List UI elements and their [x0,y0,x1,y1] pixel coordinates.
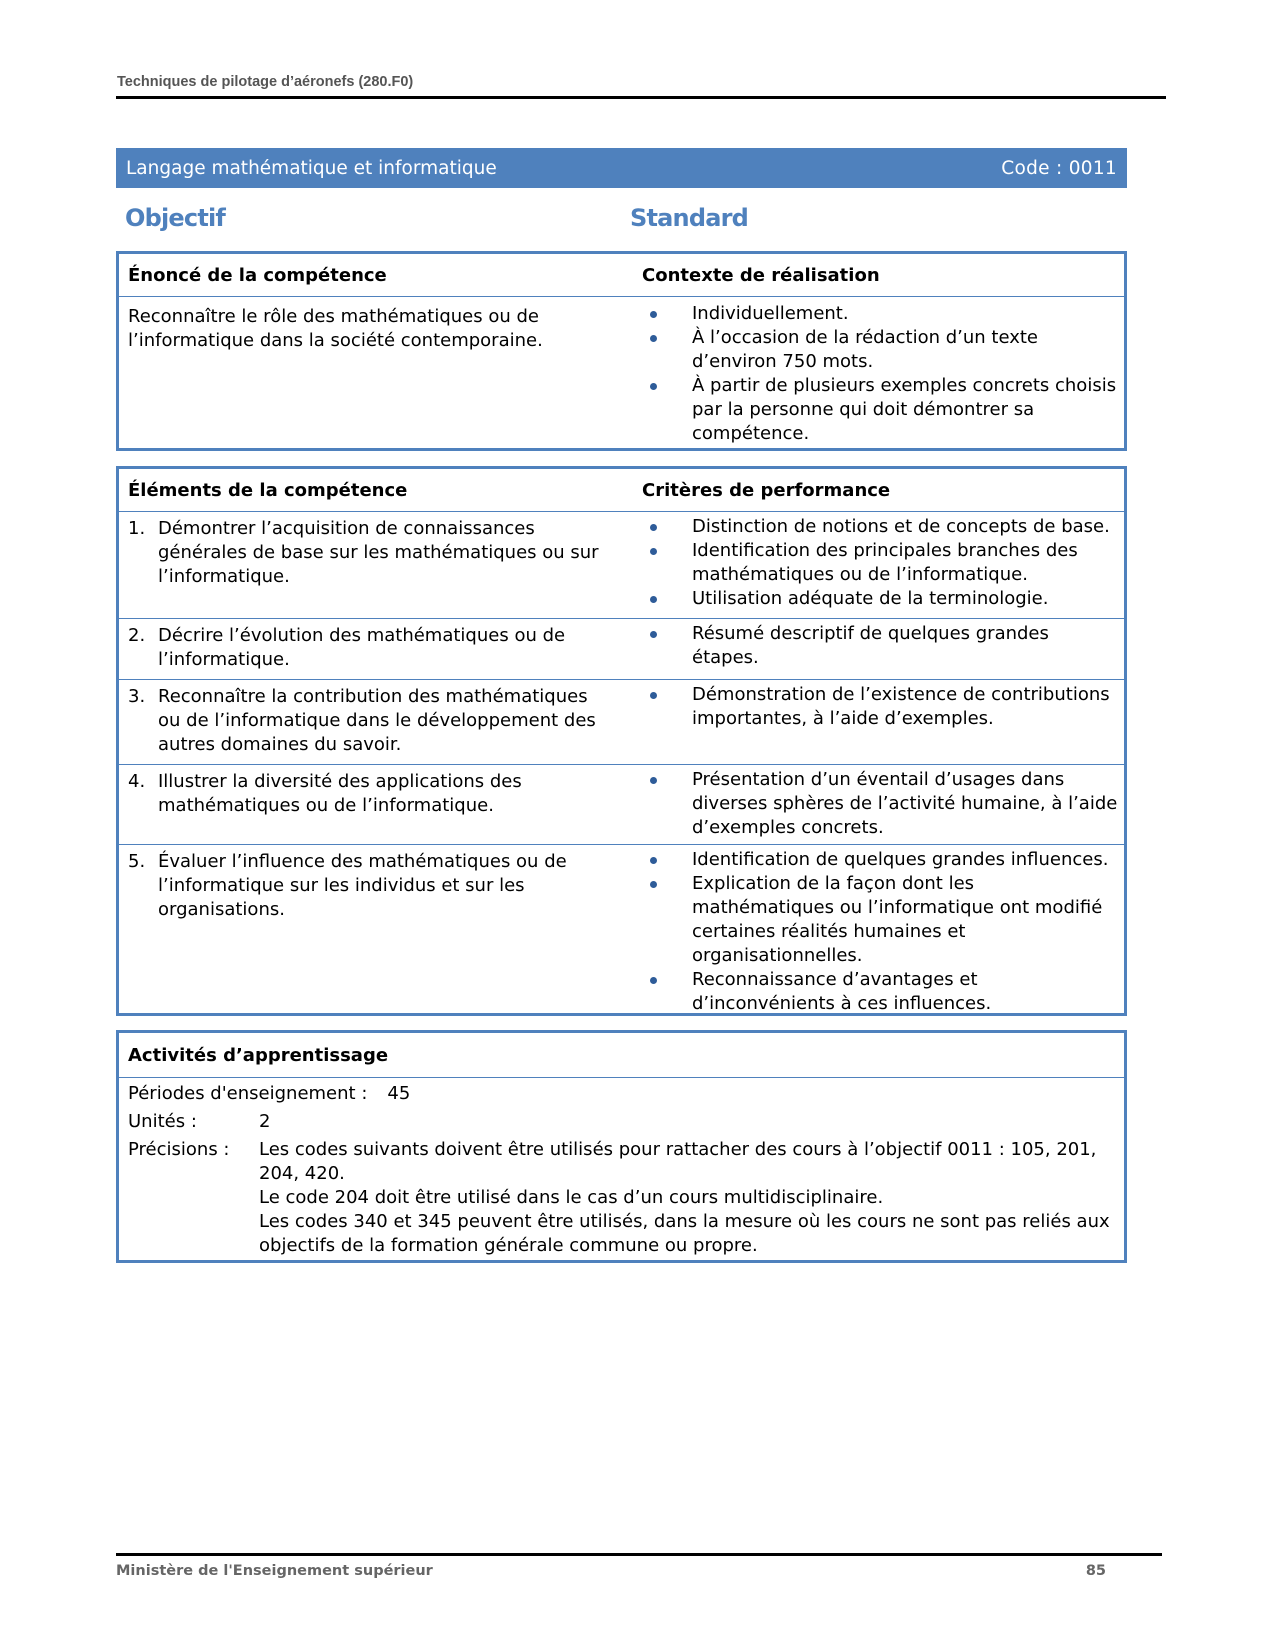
activities-body [119,1078,1124,1270]
criteria-list [624,515,1118,611]
bullet-icon [624,302,692,326]
element-text: Décrire l’évolution des mathématiques ou de l’informatique. [158,625,566,670]
units-line [128,1110,1115,1134]
element-text: Évaluer l’influence des mathématiques ou de l’informatique sur les individus et sur les organisations. [158,851,567,920]
footer-rule [116,1553,1162,1556]
page-number: 85 [1085,1563,1106,1579]
course-code: Code : 0011 [1001,157,1117,179]
element-text: Illustrer la diversité des applications des mathématiques ou de l’informatique. [158,771,522,816]
list-item: Utilisation adéquate de la terminologie. [624,587,1118,611]
course-title: Langage mathématique et informatique [126,157,497,179]
competence-statement: Reconnaître le rôle des mathématiques ou de l’informatique dans la société contemporaine. [128,306,543,351]
precision-text: Le code 204 doit être utilisé dans le cas d’un cours multidisciplinaire. [259,1187,884,1208]
list-item: Identification de quelques grandes influences. [624,848,1118,872]
list-item: Reconnaissance d’avantages et d’inconvénients à ces influences. [624,968,1118,1016]
page-header [116,74,1166,99]
bullet-icon [624,848,692,872]
precisions-label: Précisions : [128,1139,230,1160]
bullet-icon [624,872,692,968]
periods-label: Périodes d'enseignement : [128,1083,368,1104]
context-header: Contexte de réalisation [642,264,880,286]
criteria-list [624,622,1118,670]
course-title-bar [116,148,1127,188]
table-row: 4. Illustrer la diversité des applications des mathématiques ou de l’informatique. Présentation d’un éventail d’usages dans diverses sphères de l’activité humaine, à l’aide d’exemples concrets. [119,765,1124,845]
objectif-heading: Objectif [125,204,226,232]
bullet-icon [624,326,692,374]
bullet-icon [624,374,692,446]
bullet-icon [624,539,692,587]
bullet-icon [624,768,692,840]
units-label: Unités : [128,1111,197,1132]
bullet-icon [624,515,692,539]
table-row: 3. Reconnaître la contribution des mathématiques ou de l’informatique dans le développement des autres domaines du savoir. Démonstration de l’existence de contributions importantes, à l’aide d’exemples. [119,680,1124,765]
list-item: À l’occasion de la rédaction d’un texte d’environ 750 mots. [624,326,1118,374]
bullet-icon [624,622,692,670]
list-item: Individuellement. [624,302,1118,326]
statement-header: Énoncé de la compétence [128,264,387,286]
competence-row [119,297,1124,446]
element-text: Reconnaître la contribution des mathématiques ou de l’informatique dans le développement des autres domaines du savoir. [158,686,596,755]
ministry-name: Ministère de l'Enseignement supérieur [116,1563,433,1579]
criteria-list [624,683,1118,731]
precision-text: Les codes 340 et 345 peuvent être utilisés, dans la mesure où les cours ne sont pas reliés aux objectifs de la formation générale commune ou propre. [259,1211,1110,1256]
periods-line [128,1082,1115,1106]
competence-header-row [119,254,1124,297]
program-title: Techniques de pilotage d’aéronefs (280.F0) [117,74,414,90]
element-text: Démontrer l’acquisition de connaissances générales de base sur les mathématiques ou sur l’informatique. [158,518,599,587]
table-row: 2. Décrire l’évolution des mathématiques ou de l’informatique. Résumé descriptif de quelques grandes étapes. [119,619,1124,680]
table-row: 5. Évaluer l’influence des mathématiques ou de l’informatique sur les individus et sur les organisations. Identification de quelques grandes influences. Explication de la façon dont les mathématiques ou l’informatique ont modifié certaines réalités humaines et organisationnelles. Reconnaissance d’avantages et d’inconvénients à ces influences. [119,845,1124,1016]
elements-header: Éléments de la compétence [128,479,408,501]
bullet-icon [624,683,692,731]
list-item: Explication de la façon dont les mathématiques ou l’informatique ont modifié certaines réalités humaines et organisationnelles. [624,872,1118,968]
list-item: Identification des principales branches des mathématiques ou de l’informatique. [624,539,1118,587]
criteria-list [624,848,1118,1016]
header-rule [116,96,1166,99]
activities-table [116,1030,1127,1263]
page-footer [116,1553,1162,1579]
elements-table [116,466,1127,1016]
list-item: Présentation d’un éventail d’usages dans diverses sphères de l’activité humaine, à l’aide d’exemples concrets. [624,768,1118,840]
precision-text: Les codes suivants doivent être utilisés pour rattacher des cours à l’objectif 0011 : 105, 201, 204, 420. [259,1139,1097,1184]
activities-header: Activités d’apprentissage [128,1044,389,1066]
criteria-header: Critères de performance [642,479,891,501]
activities-header-row [119,1033,1124,1078]
criteria-list [624,768,1118,840]
elements-header-row [119,469,1124,512]
table-row: 1. Démontrer l’acquisition de connaissances générales de base sur les mathématiques ou sur l’informatique. Distinction de notions et de concepts de base. Identification des principales branches des mathématiques ou de l’informatique. Utilisation adéquate de la terminologie. [119,512,1124,619]
standard-heading: Standard [630,204,749,232]
bullet-icon [624,587,692,611]
list-item: À partir de plusieurs exemples concrets choisis par la personne qui doit démontrer sa compétence. [624,374,1118,446]
competence-table [116,251,1127,451]
context-list [624,302,1118,446]
list-item: Démonstration de l’existence de contributions importantes, à l’aide d’exemples. [624,683,1118,731]
list-item: Distinction de notions et de concepts de base. [624,515,1118,539]
bullet-icon [624,968,692,1016]
precisions-line [128,1138,1115,1258]
list-item: Résumé descriptif de quelques grandes étapes. [624,622,1118,670]
column-headings [116,204,1127,240]
periods-value: 45 [387,1083,411,1104]
units-value: 2 [259,1111,271,1132]
